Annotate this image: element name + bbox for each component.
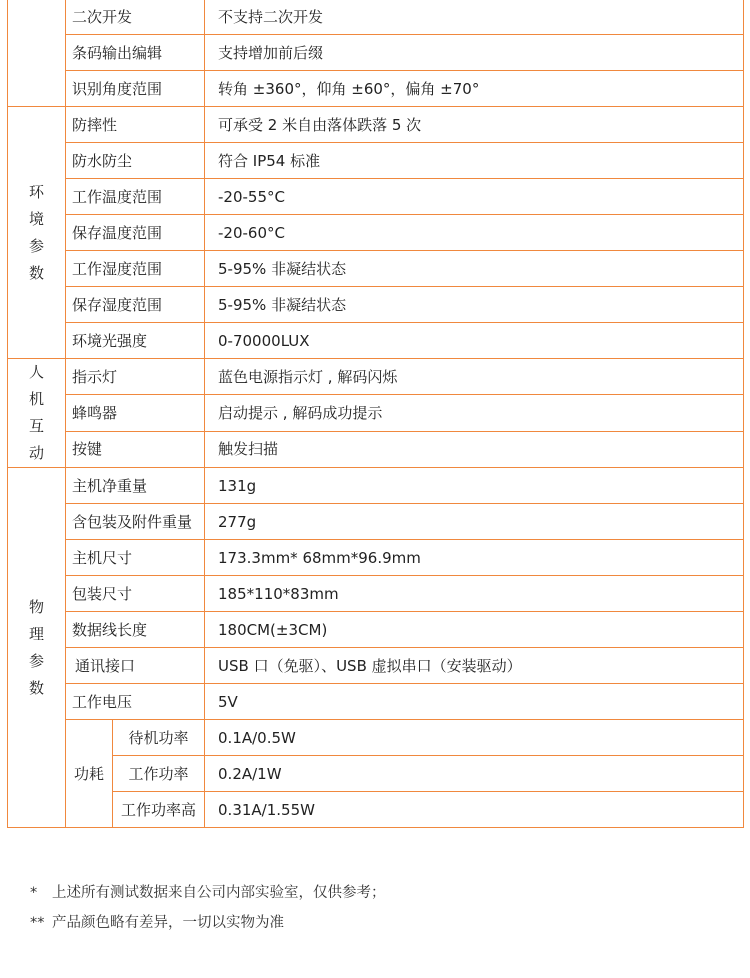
table-row: [8, 359, 744, 395]
footnote-mark: *: [30, 885, 38, 901]
spec-label: 主机净重量: [66, 468, 205, 504]
spec-value: -20-60°C: [205, 215, 744, 251]
footnote-mark: **: [30, 915, 45, 931]
table-row: [8, 251, 744, 287]
table-row: [8, 756, 744, 792]
spec-sublabel: 工作功率: [113, 756, 205, 792]
table-row: [8, 648, 744, 684]
spec-label: 包装尺寸: [66, 576, 205, 612]
footnotes: [30, 878, 386, 938]
spec-value: 277g: [205, 504, 744, 540]
table-row: [8, 179, 744, 215]
table-row: [8, 720, 744, 756]
table-row: [8, 215, 744, 251]
spec-value: -20-55°C: [205, 179, 744, 215]
spec-label: 按键: [66, 431, 205, 467]
footnote: [30, 878, 386, 908]
spec-value: 转角 ±360°，仰角 ±60°，偏角 ±70°: [205, 71, 744, 107]
spec-value: 0.31A/1.55W: [205, 792, 744, 828]
spec-value: 0.1A/0.5W: [205, 720, 744, 756]
table-row: [8, 431, 744, 467]
spec-value: 131g: [205, 468, 744, 504]
category-cell-environment: [8, 107, 66, 359]
footnote-text: 上述所有测试数据来自公司内部实验室，仅供参考；: [52, 885, 386, 901]
spec-label: 防水防尘: [66, 143, 205, 179]
spec-label: 保存温度范围: [66, 215, 205, 251]
category-title: 环境参数: [28, 182, 44, 282]
spec-sublabel: 工作功率高: [113, 792, 205, 828]
table-row: [8, 612, 744, 648]
spec-table: [7, 0, 744, 828]
spec-label: 条码输出编辑: [66, 35, 205, 71]
spec-value: 0.2A/1W: [205, 756, 744, 792]
spec-label: 环境光强度: [66, 323, 205, 359]
table-row: [8, 504, 744, 540]
spec-label: 二次开发: [66, 0, 205, 35]
table-row: [8, 540, 744, 576]
spec-value: 启动提示 , 解码成功提示: [205, 395, 744, 431]
spec-label: 防摔性: [66, 107, 205, 143]
table-row: [8, 468, 744, 504]
spec-value: 符合 IP54 标准: [205, 143, 744, 179]
table-row: [8, 143, 744, 179]
spec-label: 数据线长度: [66, 612, 205, 648]
spec-label: 保存湿度范围: [66, 287, 205, 323]
spec-label: 指示灯: [66, 359, 205, 395]
category-cell-interaction: [8, 359, 66, 468]
spec-value: 0-70000LUX: [205, 323, 744, 359]
spec-label: 工作电压: [66, 684, 205, 720]
category-cell-physical: [8, 468, 66, 828]
spec-sublabel: 待机功率: [113, 720, 205, 756]
category-title: 人机互动: [28, 363, 44, 462]
spec-label: 识别角度范围: [66, 71, 205, 107]
category-title: 物理参数: [28, 597, 44, 697]
spec-value: 触发扫描: [205, 431, 744, 467]
spec-value: 可承受 2 米自由落体跌落 5 次: [205, 107, 744, 143]
spec-value: 不支持二次开发: [205, 0, 744, 35]
spec-value: 5V: [205, 684, 744, 720]
spec-value: 173.3mm* 68mm*96.9mm: [205, 540, 744, 576]
table-row: [8, 107, 744, 143]
table-row: [8, 576, 744, 612]
power-group-label: 功耗: [66, 720, 113, 828]
spec-value: 5-95% 非凝结状态: [205, 251, 744, 287]
table-row: [8, 395, 744, 431]
spec-value: 185*110*83mm: [205, 576, 744, 612]
table-row: [8, 71, 744, 107]
spec-value: 5-95% 非凝结状态: [205, 287, 744, 323]
category-cell-empty: [8, 0, 66, 107]
spec-label: 蜂鸣器: [66, 395, 205, 431]
spec-value: 蓝色电源指示灯 , 解码闪烁: [205, 359, 744, 395]
spec-label: 工作湿度范围: [66, 251, 205, 287]
footnote-text: 产品颜色略有差异，一切以实物为准: [52, 915, 284, 931]
table-row: [8, 0, 744, 35]
table-row: [8, 35, 744, 71]
spec-label: 含包装及附件重量: [66, 504, 205, 540]
spec-value: 180CM(±3CM): [205, 612, 744, 648]
spec-label: 主机尺寸: [66, 540, 205, 576]
table-row: [8, 287, 744, 323]
spec-value: USB 口（免驱）、USB 虚拟串口（安装驱动）: [205, 648, 744, 684]
table-row: [8, 684, 744, 720]
spec-value: 支持增加前后缀: [205, 35, 744, 71]
table-row: [8, 323, 744, 359]
table-row: [8, 792, 744, 828]
footnote: [30, 908, 386, 938]
spec-label: 工作温度范围: [66, 179, 205, 215]
spec-label: 通讯接口: [66, 648, 205, 684]
